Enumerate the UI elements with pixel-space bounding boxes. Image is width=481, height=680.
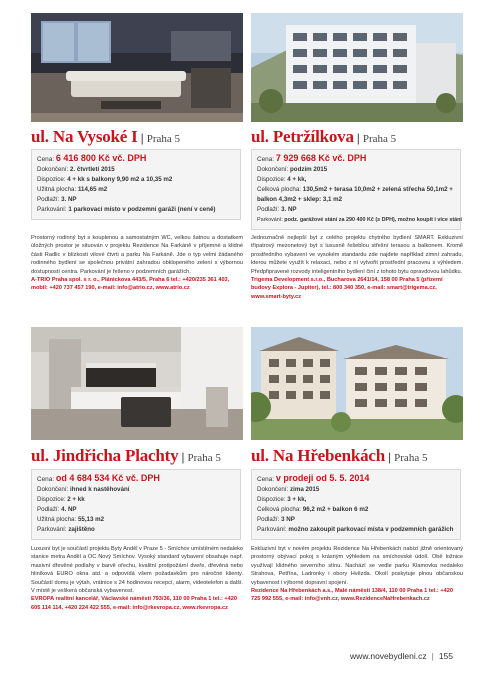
layout-row [257, 495, 455, 505]
completion-row [257, 165, 455, 175]
price-row [37, 473, 235, 485]
row-value: zima 2015 [290, 486, 320, 493]
row-label: Celková plocha: [257, 186, 303, 193]
contact-info: A-TRIO Praha spol. s r. o., Plánickova 443/5, Praha 6 tel.: +420/235 361 403, mobil: +420 737 457 190, e-mail: info@atrio.cz, www.atrio.cz [31, 277, 230, 292]
street-name: ul. Petržílkova [251, 127, 354, 146]
row-label: Cena: [37, 476, 56, 483]
row-value: podzim 2015 [290, 166, 328, 173]
area-row [257, 505, 455, 515]
title-divider: | [388, 450, 392, 464]
price-row [37, 153, 235, 165]
row-value: 114,65 m2 [77, 186, 108, 193]
layout-row [37, 175, 235, 185]
row-label: Podlaží: [37, 196, 62, 203]
row-label: Dispozice: [37, 176, 68, 183]
parking-row [257, 525, 455, 535]
parking-row [37, 525, 235, 535]
details-box [31, 149, 241, 220]
street-name: ul. Na Vysoké I [31, 127, 138, 146]
row-label: Podlaží: [257, 516, 282, 523]
contact-info: Trigema Development s.r.o., Bucharova 2641/14, 158 00 Praha 5 (přízemí budovy Explora - Jupiter), tel.: 800 340 350, e-mail: smart@trigema.cz, www.smart-byty.cz [251, 277, 443, 300]
row-label: Cena: [257, 156, 276, 163]
street-name: ul. Jindřicha Plachty [31, 446, 179, 465]
row-value: 3. NP [281, 206, 297, 213]
page-number: 155 [438, 651, 453, 661]
row-value: podz. garážové stání za 290 400 Kč (s DPH), možno koupit i více stání [284, 217, 462, 223]
completion-row [257, 485, 455, 495]
listing-title [31, 446, 243, 466]
listing-photo [251, 327, 463, 440]
row-value: ihned k nastěhování [70, 486, 130, 493]
price-value: 6 416 800 Kč vč. DPH [55, 153, 147, 163]
row-label: Celková plocha: [257, 506, 303, 513]
listing-title [251, 446, 463, 466]
floor-row [257, 515, 455, 525]
row-label: Parkování: [257, 217, 285, 223]
price-value: v prodeji od 5. 5. 2014 [275, 473, 370, 483]
row-value: 4 + kk, [287, 176, 307, 183]
price-value: od 4 684 534 Kč vč. DPH [55, 473, 160, 483]
row-value: 96,2 m2 + balkon 6 m2 [302, 506, 369, 513]
row-label: Užitná plocha: [37, 186, 78, 193]
listing-description [31, 234, 243, 293]
description-text: Jednoznačně nejlepší byt z celého projektu chytrého bydlení SMART. Exkluzivní třípatrový mezonetový byt s luxusně řešeblou střešní terasou a balkonem. Kromě prostředního vybavení ve vysokém standardu zde najdete například zimní zahradu, kterou můžete využít k relaxaci, nebo z ní vytvořit prostřední pracovnu s výhledem. Předpřipravené rozvody inteligentního bydlení činí z tohoto bytu opravdovou lahůdku. [251, 235, 463, 275]
floor-row [37, 195, 235, 205]
description-text: Exkluzivní byt v novém projektu Rezidence Na Hřebenkách nabízí jižně orientovaný prostorný obývací pokoj s krásným výhledem na smíchovské údolí. Obě ložnice využívají klidného severního stínu. Nachází se vedle parku Klamovka nedaleko Strahova, Petřína, Ladronky i obory Hvězda. Okolí poskytuje plnou občanskou vybavenost i výborné dopravní spojení. [251, 546, 463, 586]
price-row [257, 153, 455, 165]
listing-photo [31, 327, 243, 440]
listing-description [31, 545, 243, 612]
contact-info: Rezidence Na Hřebenkách a.s., Malé náměstí 138/4, 110 00 Praha 1 tel.: +420 725 992 555, e-mail: info@vnh.cz, www.RezidenceNaHrebenkach.cz [251, 588, 453, 603]
row-value: 130,5m2 + terasa 10,0m2 + zelená střecha 50,1m2 + [302, 186, 453, 193]
footer-divider: | [431, 651, 434, 661]
area-row [37, 185, 235, 195]
residential-complex-exterior-photo [251, 327, 463, 440]
area-row [257, 185, 455, 195]
row-label: Dokončení: [37, 486, 71, 493]
description-text: Prostorný rodinný byt s kouplenou a samostatným WC, velkou šatnou a dostatkem úložných prostor je situován v projektu Rezidence Na Farkáně v příjemné a klidné části Radlic v blízkosti vilové čtvrti a parku Na Farkáně. Jde o typ velmi žádaného rodinného bydlení se společnou privátní zahradou obklopeného zelení s výbornou dostupností centra. Parkování je řešeno v podzemních garážích. [31, 235, 243, 275]
city-name: Praha 5 [187, 452, 221, 464]
row-label: Užitná plocha: [37, 516, 78, 523]
living-room-interior-photo [31, 13, 243, 122]
layout-row [257, 175, 455, 185]
area-row-continued [257, 195, 455, 205]
row-label: Cena: [37, 156, 56, 163]
row-value: 4. NP [61, 506, 77, 513]
price-value: 7 929 668 Kč vč. DPH [275, 153, 367, 163]
completion-row [37, 485, 235, 495]
website-link[interactable]: www.novebydleni.cz [350, 651, 427, 661]
price-row [257, 473, 455, 485]
contact-info: EVROPA realitní kancelář, Václavské náměstí 793/36, 110 00 Praha 1 tel.: +420 605 114 114, +420 224 422 555, e-mail: info@rkevropa.cz, www.rkevropa.cz [31, 596, 238, 611]
details-box [251, 469, 461, 540]
page-footer [350, 651, 453, 661]
completion-row [37, 165, 235, 175]
listing-title [31, 127, 243, 147]
row-value: zajištěno [68, 526, 95, 533]
listing-title [251, 127, 463, 147]
row-label: Dispozice: [257, 496, 288, 503]
row-value: 2 + kk [67, 496, 85, 503]
parking-row [37, 205, 235, 215]
floor-row [37, 505, 235, 515]
row-label: Podlaží: [257, 206, 282, 213]
row-label: Podlaží: [37, 506, 62, 513]
row-value: 3 NP [281, 516, 295, 523]
listing-photo [31, 13, 243, 122]
row-label: Dispozice: [37, 496, 68, 503]
layout-row [37, 495, 235, 505]
apartment-building-exterior-photo [251, 13, 463, 122]
row-value: 3. NP [61, 196, 77, 203]
city-name: Praha 5 [394, 452, 428, 464]
city-name: Praha 5 [146, 133, 181, 145]
title-divider: | [140, 131, 144, 145]
kitchen-interior-photo [31, 327, 243, 440]
row-value: balkon 4,3m2 + sklep: 3,1 m2 [257, 196, 343, 203]
row-label: Parkování: [37, 206, 69, 213]
row-value: 1 parkovací místo v podzemní garáži (není v ceně) [68, 206, 216, 213]
listing-photo [251, 13, 463, 122]
street-name: ul. Na Hřebenkách [251, 446, 386, 465]
row-value: možno zakoupit parkovací místa v podzemních garážích [288, 526, 454, 533]
row-value: 4 + kk s balkony 9,90 m2 a 10,35 m2 [67, 176, 173, 183]
parking-row [257, 215, 462, 225]
title-divider: | [356, 131, 360, 145]
city-name: Praha 5 [362, 133, 397, 145]
title-divider: | [181, 450, 185, 464]
details-box [31, 469, 241, 540]
row-label: Dokončení: [257, 166, 291, 173]
row-label: Cena: [257, 476, 276, 483]
row-label: Parkování: [37, 526, 69, 533]
listing-description [251, 545, 463, 604]
listing-description [251, 234, 463, 301]
row-value: 2. čtvrtletí 2015 [70, 166, 115, 173]
floor-row [257, 205, 455, 215]
row-value: 3 + kk, [287, 496, 307, 503]
row-label: Parkování: [257, 526, 289, 533]
details-box [251, 149, 461, 230]
description-text: Luxusní byt je součástí projektu Byty Anděl v Praze 5 - Smíchov umístěném nedaleko stanice metra Anděl a OC Nový Smíchov. Vysoký standard vybavení obsahuje např. masivní dřevěné podlahy v barvě ořechu, kvalitní protipožární dveře, dřevěná nebo hliníková EURO okna atd. a odpovídá všem požadavkům pro náročné klienty. Součástí domu je výtah, vrátnice s 24 hodinovou recepcí, alarm, videotelefon a další. V místě je veškerá občanská vybavenost. [31, 546, 243, 595]
row-label: Dispozice: [257, 176, 288, 183]
row-label: Dokončení: [257, 486, 291, 493]
row-label: Dokončení: [37, 166, 71, 173]
row-value: 55,13 m2 [77, 516, 105, 523]
area-row [37, 515, 235, 525]
